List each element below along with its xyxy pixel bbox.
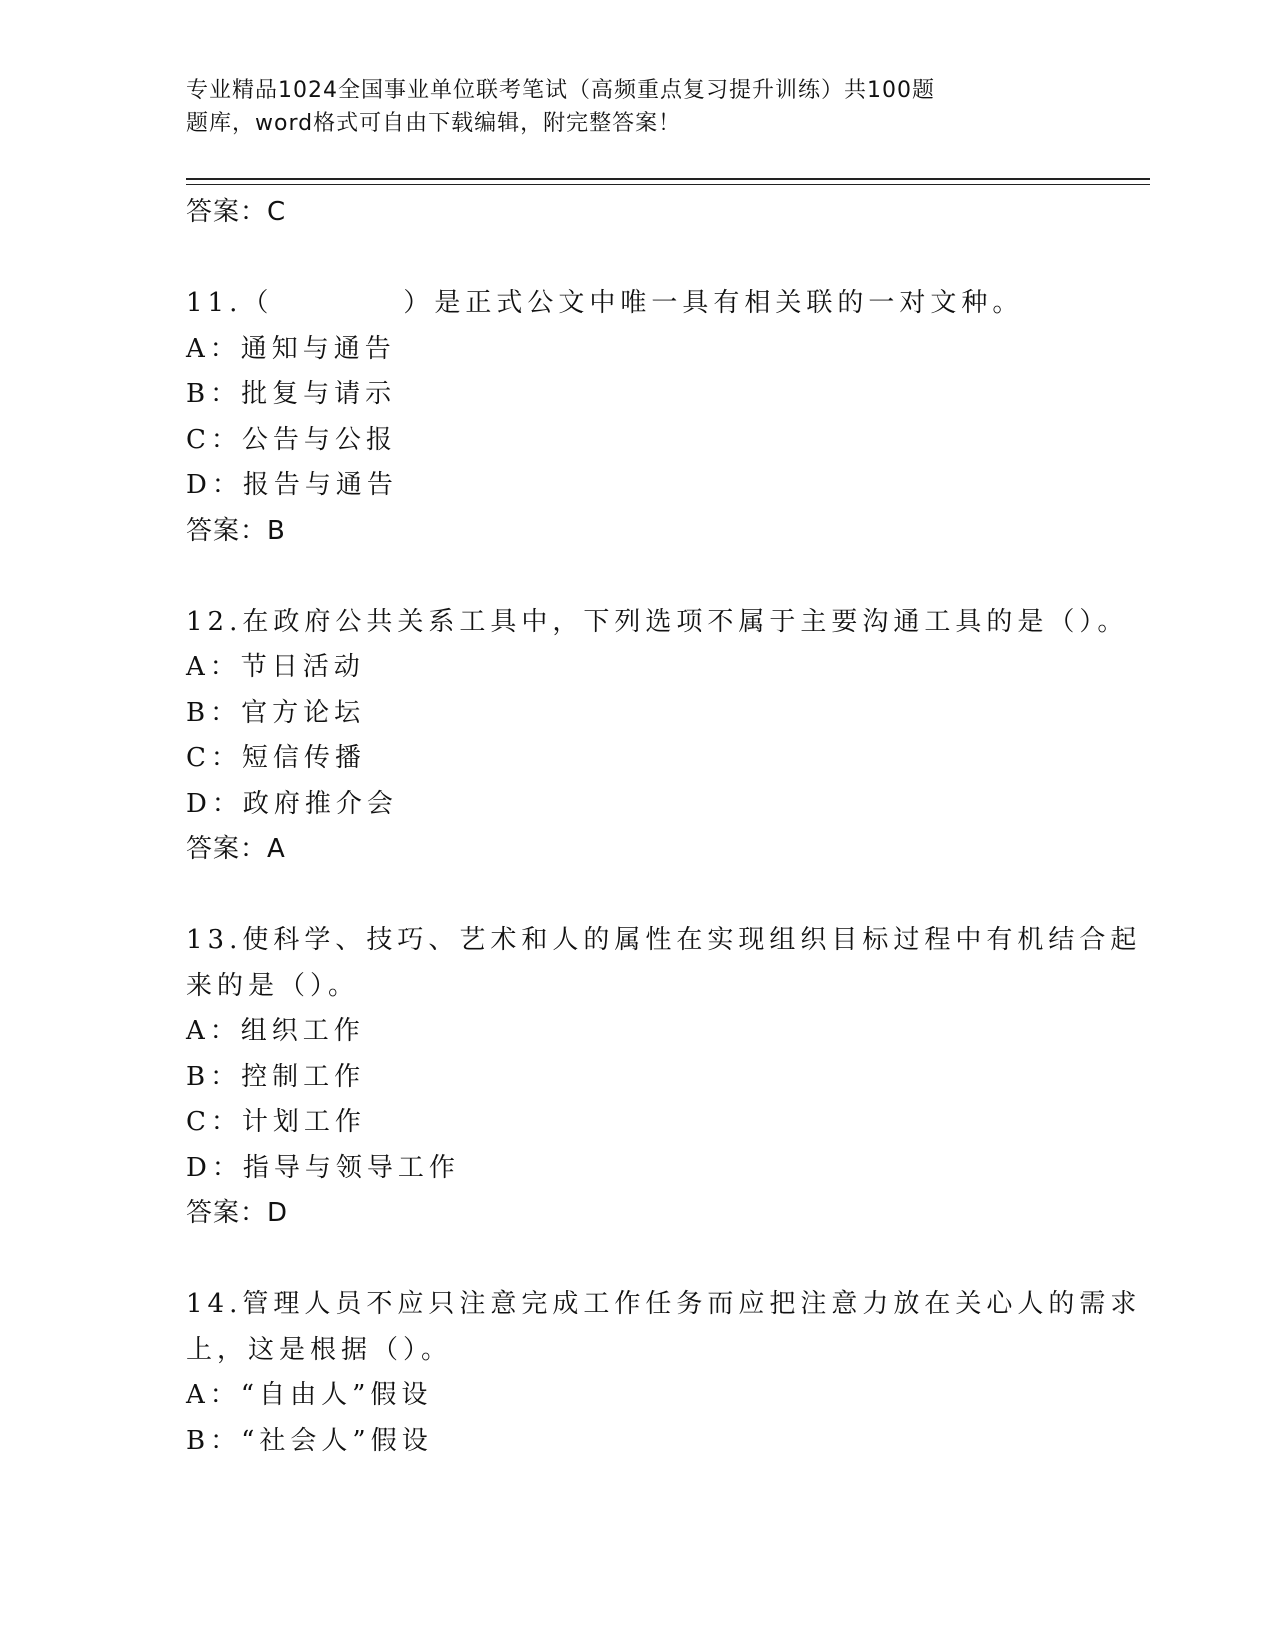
answer-line: 答案：D (186, 1198, 289, 1228)
question-stem-suffix: ）是正式公文中唯一具有相关联的一对文种。 (403, 288, 1024, 318)
answer-line: 答案：C (186, 197, 287, 227)
question-stem-line-2: 来的是（）。 (186, 970, 360, 1001)
option-c: C：公告与公报 (186, 424, 397, 455)
question-11 (186, 281, 1086, 554)
option-b: B：“社会人”假设 (186, 1425, 433, 1456)
option-d: D：政府推介会 (186, 788, 398, 819)
spacer (186, 236, 1086, 282)
spacer (186, 554, 1086, 600)
option-a: A：通知与通告 (186, 333, 396, 364)
option-c: C：计划工作 (186, 1107, 366, 1137)
answer-line: 答案：B (186, 515, 286, 546)
option-c: C：短信传播 (186, 743, 366, 773)
header-line-1: 专业精品1024全国事业单位联考笔试（高频重点复习提升训练）共100题 (186, 78, 935, 103)
spacer (186, 1237, 1086, 1283)
question-list (186, 190, 1142, 1464)
answer-line: 答案：A (186, 834, 286, 864)
question-stem: 12.在政府公共关系工具中，下列选项不属于主要沟通工具的是（）。 (186, 606, 1129, 637)
option-d: D：指导与领导工作 (186, 1152, 460, 1183)
option-a: A：组织工作 (186, 1016, 365, 1046)
question-12 (186, 600, 1129, 873)
page-header (186, 74, 1086, 140)
header-line-2: 题库，word格式可自由下载编辑，附完整答案！ (186, 111, 682, 136)
spacer (186, 873, 1086, 919)
header-divider (186, 178, 1150, 185)
question-stem-line-1: 13.使科学、技巧、艺术和人的属性在实现组织目标过程中有机结合起 (186, 925, 1142, 955)
option-a: A：节日活动 (186, 652, 365, 682)
question-14 (186, 1282, 1142, 1464)
option-d: D：报告与通告 (186, 470, 398, 500)
question-stem-prefix: 11.（ (186, 288, 274, 318)
option-b: B：批复与请示 (186, 379, 397, 409)
question-stem-line-2: 上，这是根据（）。 (186, 1334, 453, 1365)
question-stem (186, 281, 1086, 327)
option-b: B：控制工作 (186, 1061, 366, 1092)
question-stem-line-1: 14.管理人员不应只注意完成工作任务而应把注意力放在关心人的需求 (186, 1289, 1142, 1319)
option-a: A：“自由人”假设 (186, 1380, 433, 1410)
question-13 (186, 918, 1142, 1237)
option-b: B：官方论坛 (186, 697, 366, 728)
